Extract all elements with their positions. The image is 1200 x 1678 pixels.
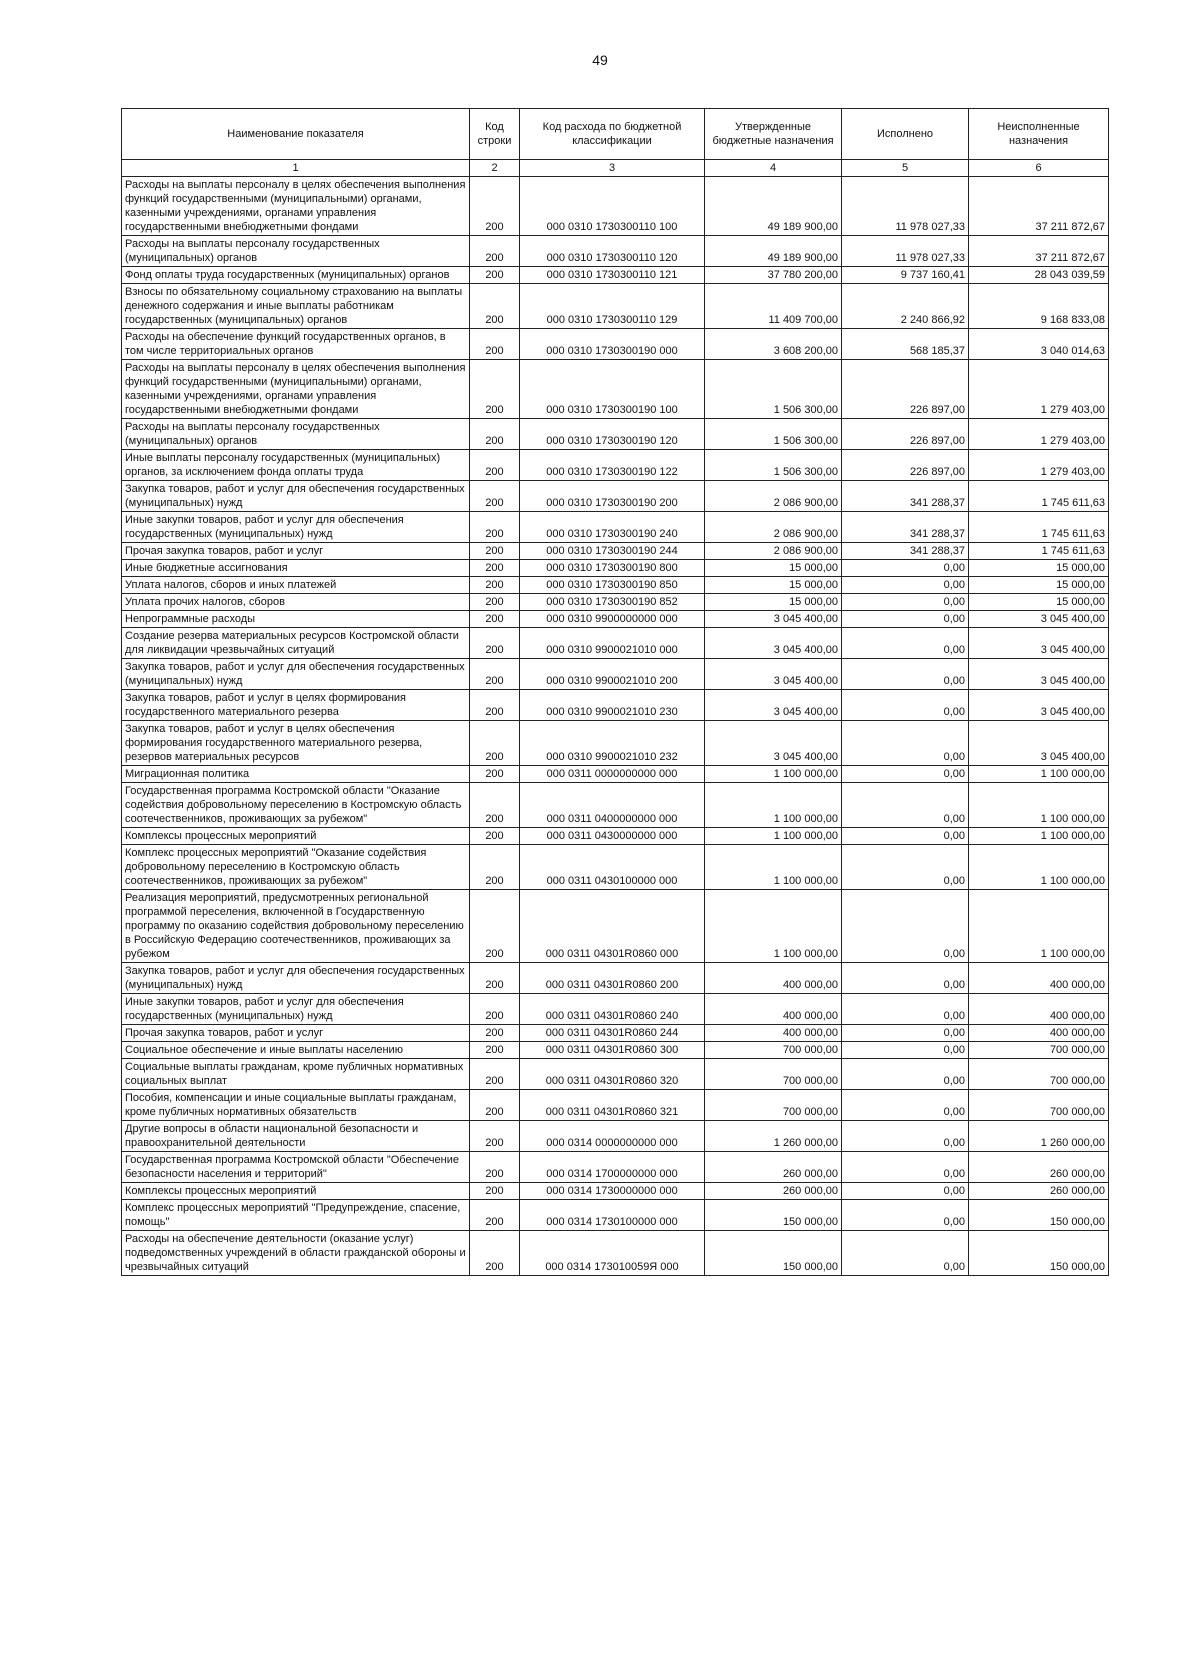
row-unexecuted: 15 000,00: [969, 560, 1109, 577]
row-kbk: 000 0310 9900000000 000: [520, 611, 705, 628]
row-unexecuted: 1 279 403,00: [969, 419, 1109, 450]
row-kbk: 000 0310 1730300190 244: [520, 543, 705, 560]
row-kbk: 000 0310 9900021010 230: [520, 690, 705, 721]
row-executed: 0,00: [842, 594, 969, 611]
row-unexecuted: 15 000,00: [969, 577, 1109, 594]
row-executed: 341 288,37: [842, 481, 969, 512]
row-code: 200: [470, 766, 520, 783]
row-code: 200: [470, 659, 520, 690]
row-code: 200: [470, 450, 520, 481]
row-kbk: 000 0311 04301R0860 320: [520, 1059, 705, 1090]
row-approved: 49 189 900,00: [705, 177, 842, 236]
table-row: [122, 828, 1109, 845]
row-kbk: 000 0310 9900021010 232: [520, 721, 705, 766]
row-unexecuted: 3 045 400,00: [969, 690, 1109, 721]
row-unexecuted: 1 745 611,63: [969, 512, 1109, 543]
row-kbk: 000 0311 0400000000 000: [520, 783, 705, 828]
row-code: 200: [470, 994, 520, 1025]
row-unexecuted: 3 045 400,00: [969, 628, 1109, 659]
row-name: Другие вопросы в области национальной безопасности и правоохранительной деятельности: [122, 1121, 470, 1152]
row-unexecuted: 1 100 000,00: [969, 766, 1109, 783]
row-kbk: 000 0310 1730300190 850: [520, 577, 705, 594]
header-unexecuted: Неисполненные назначения: [969, 109, 1109, 160]
row-executed: 0,00: [842, 994, 969, 1025]
table-row: [122, 1183, 1109, 1200]
row-name: Иные закупки товаров, работ и услуг для обеспечения государственных (муниципальных) нужд: [122, 994, 470, 1025]
row-code: 200: [470, 284, 520, 329]
row-name: Расходы на выплаты персоналу государственных (муниципальных) органов: [122, 236, 470, 267]
row-executed: 226 897,00: [842, 360, 969, 419]
row-executed: 0,00: [842, 1183, 969, 1200]
table-row: [122, 766, 1109, 783]
row-name: Комплекс процессных мероприятий "Предупреждение, спасение, помощь": [122, 1200, 470, 1231]
row-code: 200: [470, 1121, 520, 1152]
header-name: Наименование показателя: [122, 109, 470, 160]
row-name: Комплексы процессных мероприятий: [122, 828, 470, 845]
column-number: 1: [122, 160, 470, 177]
row-code: 200: [470, 628, 520, 659]
row-code: 200: [470, 1042, 520, 1059]
row-name: Расходы на обеспечение деятельности (оказание услуг) подведомственных учреждений в области гражданской обороны и чрезвычайных ситуаций: [122, 1231, 470, 1276]
row-kbk: 000 0310 1730300190 100: [520, 360, 705, 419]
row-executed: 0,00: [842, 890, 969, 963]
row-approved: 700 000,00: [705, 1059, 842, 1090]
row-kbk: 000 0311 0430000000 000: [520, 828, 705, 845]
row-unexecuted: 1 745 611,63: [969, 481, 1109, 512]
row-unexecuted: 1 279 403,00: [969, 360, 1109, 419]
row-unexecuted: 37 211 872,67: [969, 177, 1109, 236]
row-code: 200: [470, 543, 520, 560]
table-row: [122, 1200, 1109, 1231]
row-unexecuted: 150 000,00: [969, 1231, 1109, 1276]
row-unexecuted: 260 000,00: [969, 1183, 1109, 1200]
row-name: Комплексы процессных мероприятий: [122, 1183, 470, 1200]
row-kbk: 000 0310 1730300190 120: [520, 419, 705, 450]
row-name: Взносы по обязательному социальному страхованию на выплаты денежного содержания и иные выплаты работникам государственных (муниципальных) органов: [122, 284, 470, 329]
row-code: 200: [470, 329, 520, 360]
row-kbk: 000 0311 04301R0860 244: [520, 1025, 705, 1042]
row-unexecuted: 3 045 400,00: [969, 611, 1109, 628]
row-executed: 11 978 027,33: [842, 236, 969, 267]
row-kbk: 000 0310 1730300190 122: [520, 450, 705, 481]
row-approved: 3 045 400,00: [705, 721, 842, 766]
row-approved: 49 189 900,00: [705, 236, 842, 267]
row-kbk: 000 0311 04301R0860 321: [520, 1090, 705, 1121]
row-name: Миграционная политика: [122, 766, 470, 783]
row-name: Государственная программа Костромской области "Обеспечение безопасности населения и территорий": [122, 1152, 470, 1183]
row-code: 200: [470, 1231, 520, 1276]
row-executed: 0,00: [842, 1200, 969, 1231]
table-row: [122, 450, 1109, 481]
row-approved: 1 100 000,00: [705, 845, 842, 890]
row-approved: 260 000,00: [705, 1183, 842, 1200]
table-row: [122, 963, 1109, 994]
row-unexecuted: 150 000,00: [969, 1200, 1109, 1231]
row-kbk: 000 0311 04301R0860 000: [520, 890, 705, 963]
row-executed: 11 978 027,33: [842, 177, 969, 236]
table-row: [122, 1059, 1109, 1090]
row-kbk: 000 0314 173010059Я 000: [520, 1231, 705, 1276]
table-row: [122, 577, 1109, 594]
row-name: Создание резерва материальных ресурсов Костромской области для ликвидации чрезвычайных ситуаций: [122, 628, 470, 659]
row-approved: 1 100 000,00: [705, 783, 842, 828]
table-row: [122, 329, 1109, 360]
table-body: [122, 177, 1109, 1276]
row-code: 200: [470, 594, 520, 611]
row-approved: 1 100 000,00: [705, 766, 842, 783]
row-unexecuted: 15 000,00: [969, 594, 1109, 611]
row-approved: 1 100 000,00: [705, 828, 842, 845]
row-code: 200: [470, 560, 520, 577]
row-code: 200: [470, 236, 520, 267]
row-approved: 3 045 400,00: [705, 628, 842, 659]
row-kbk: 000 0310 1730300110 120: [520, 236, 705, 267]
row-approved: 260 000,00: [705, 1152, 842, 1183]
row-executed: 9 737 160,41: [842, 267, 969, 284]
table-row: [122, 267, 1109, 284]
table-row: [122, 1231, 1109, 1276]
table-row: [122, 845, 1109, 890]
row-unexecuted: 37 211 872,67: [969, 236, 1109, 267]
row-code: 200: [470, 512, 520, 543]
row-kbk: 000 0310 9900021010 200: [520, 659, 705, 690]
row-kbk: 000 0314 1730000000 000: [520, 1183, 705, 1200]
row-executed: 0,00: [842, 611, 969, 628]
row-approved: 3 608 200,00: [705, 329, 842, 360]
row-name: Иные выплаты персоналу государственных (муниципальных) органов, за исключением фонда оплаты труда: [122, 450, 470, 481]
row-approved: 2 086 900,00: [705, 481, 842, 512]
table-row: [122, 1152, 1109, 1183]
row-unexecuted: 400 000,00: [969, 963, 1109, 994]
row-kbk: 000 0314 1730100000 000: [520, 1200, 705, 1231]
row-code: 200: [470, 1183, 520, 1200]
row-name: Закупка товаров, работ и услуг в целях формирования государственного материального резерва: [122, 690, 470, 721]
table-row: [122, 284, 1109, 329]
row-approved: 15 000,00: [705, 577, 842, 594]
row-executed: 0,00: [842, 1025, 969, 1042]
row-approved: 37 780 200,00: [705, 267, 842, 284]
row-executed: 341 288,37: [842, 543, 969, 560]
row-name: Закупка товаров, работ и услуг в целях обеспечения формирования государственного материального резерва, резервов материальных ресурсов: [122, 721, 470, 766]
row-executed: 0,00: [842, 766, 969, 783]
row-approved: 2 086 900,00: [705, 512, 842, 543]
table-row: [122, 1025, 1109, 1042]
row-unexecuted: 700 000,00: [969, 1059, 1109, 1090]
row-executed: 0,00: [842, 721, 969, 766]
table-row: [122, 1042, 1109, 1059]
row-unexecuted: 1 100 000,00: [969, 845, 1109, 890]
row-executed: 0,00: [842, 690, 969, 721]
row-kbk: 000 0311 04301R0860 300: [520, 1042, 705, 1059]
header-executed: Исполнено: [842, 109, 969, 160]
row-kbk: 000 0310 1730300110 100: [520, 177, 705, 236]
row-name: Пособия, компенсации и иные социальные выплаты гражданам, кроме публичных нормативных обязательств: [122, 1090, 470, 1121]
row-approved: 1 506 300,00: [705, 360, 842, 419]
row-executed: 0,00: [842, 628, 969, 659]
table-row: [122, 419, 1109, 450]
row-name: Прочая закупка товаров, работ и услуг: [122, 543, 470, 560]
header-approved: Утвержденные бюджетные назначения: [705, 109, 842, 160]
row-approved: 15 000,00: [705, 594, 842, 611]
row-unexecuted: 1 260 000,00: [969, 1121, 1109, 1152]
row-code: 200: [470, 360, 520, 419]
row-executed: 0,00: [842, 577, 969, 594]
table-row: [122, 560, 1109, 577]
row-unexecuted: 28 043 039,59: [969, 267, 1109, 284]
row-kbk: 000 0310 1730300190 852: [520, 594, 705, 611]
table-row: [122, 611, 1109, 628]
row-code: 200: [470, 1200, 520, 1231]
row-code: 200: [470, 721, 520, 766]
table-row: [122, 543, 1109, 560]
row-unexecuted: 700 000,00: [969, 1090, 1109, 1121]
table-row: [122, 594, 1109, 611]
row-name: Расходы на обеспечение функций государственных органов, в том числе территориальных органов: [122, 329, 470, 360]
row-executed: 2 240 866,92: [842, 284, 969, 329]
row-kbk: 000 0314 1700000000 000: [520, 1152, 705, 1183]
row-unexecuted: 1 745 611,63: [969, 543, 1109, 560]
row-executed: 568 185,37: [842, 329, 969, 360]
row-code: 200: [470, 177, 520, 236]
row-name: Закупка товаров, работ и услуг для обеспечения государственных (муниципальных) нужд: [122, 659, 470, 690]
row-executed: 0,00: [842, 1121, 969, 1152]
row-code: 200: [470, 890, 520, 963]
row-kbk: 000 0310 1730300110 121: [520, 267, 705, 284]
table-row: [122, 1121, 1109, 1152]
header-kbk: Код расхода по бюджетной классификации: [520, 109, 705, 160]
row-executed: 0,00: [842, 1059, 969, 1090]
row-code: 200: [470, 1152, 520, 1183]
row-executed: 0,00: [842, 1042, 969, 1059]
row-executed: 0,00: [842, 783, 969, 828]
row-name: Фонд оплаты труда государственных (муниципальных) органов: [122, 267, 470, 284]
budget-execution-table: [121, 108, 1109, 1276]
row-code: 200: [470, 783, 520, 828]
row-kbk: 000 0310 1730300190 800: [520, 560, 705, 577]
table-row: [122, 236, 1109, 267]
table-row: [122, 1090, 1109, 1121]
row-unexecuted: 700 000,00: [969, 1042, 1109, 1059]
row-code: 200: [470, 828, 520, 845]
row-code: 200: [470, 1059, 520, 1090]
row-approved: 1 506 300,00: [705, 450, 842, 481]
row-approved: 400 000,00: [705, 994, 842, 1025]
row-approved: 700 000,00: [705, 1090, 842, 1121]
row-kbk: 000 0310 1730300190 000: [520, 329, 705, 360]
row-approved: 2 086 900,00: [705, 543, 842, 560]
row-name: Расходы на выплаты персоналу государственных (муниципальных) органов: [122, 419, 470, 450]
row-kbk: 000 0310 1730300110 129: [520, 284, 705, 329]
table-header: [122, 109, 1109, 177]
table-row: [122, 177, 1109, 236]
row-executed: 0,00: [842, 1152, 969, 1183]
row-name: Уплата налогов, сборов и иных платежей: [122, 577, 470, 594]
row-name: Прочая закупка товаров, работ и услуг: [122, 1025, 470, 1042]
row-approved: 11 409 700,00: [705, 284, 842, 329]
row-executed: 0,00: [842, 659, 969, 690]
row-code: 200: [470, 1090, 520, 1121]
row-executed: 0,00: [842, 560, 969, 577]
row-unexecuted: 1 279 403,00: [969, 450, 1109, 481]
row-executed: 0,00: [842, 963, 969, 994]
row-unexecuted: 1 100 000,00: [969, 890, 1109, 963]
row-name: Комплекс процессных мероприятий "Оказание содействия добровольному переселению в Костромскую область соотечественников, проживающих за рубежом": [122, 845, 470, 890]
column-number: 2: [470, 160, 520, 177]
row-name: Иные закупки товаров, работ и услуг для обеспечения государственных (муниципальных) нужд: [122, 512, 470, 543]
row-code: 200: [470, 690, 520, 721]
row-name: Закупка товаров, работ и услуг для обеспечения государственных (муниципальных) нужд: [122, 481, 470, 512]
row-unexecuted: 1 100 000,00: [969, 828, 1109, 845]
row-unexecuted: 1 100 000,00: [969, 783, 1109, 828]
column-number: 3: [520, 160, 705, 177]
row-executed: 341 288,37: [842, 512, 969, 543]
header-code: Код строки: [470, 109, 520, 160]
table-row: [122, 890, 1109, 963]
row-kbk: 000 0310 1730300190 240: [520, 512, 705, 543]
row-kbk: 000 0311 0000000000 000: [520, 766, 705, 783]
row-kbk: 000 0311 0430100000 000: [520, 845, 705, 890]
row-unexecuted: 260 000,00: [969, 1152, 1109, 1183]
column-number: 4: [705, 160, 842, 177]
row-name: Закупка товаров, работ и услуг для обеспечения государственных (муниципальных) нужд: [122, 963, 470, 994]
row-unexecuted: 400 000,00: [969, 994, 1109, 1025]
row-approved: 400 000,00: [705, 1025, 842, 1042]
row-approved: 3 045 400,00: [705, 690, 842, 721]
table-row: [122, 628, 1109, 659]
row-approved: 1 100 000,00: [705, 890, 842, 963]
row-approved: 1 506 300,00: [705, 419, 842, 450]
table-row: [122, 721, 1109, 766]
row-approved: 150 000,00: [705, 1231, 842, 1276]
table-row: [122, 994, 1109, 1025]
row-approved: 3 045 400,00: [705, 659, 842, 690]
row-code: 200: [470, 267, 520, 284]
row-name: Непрограммные расходы: [122, 611, 470, 628]
table-row: [122, 783, 1109, 828]
row-executed: 226 897,00: [842, 419, 969, 450]
row-executed: 0,00: [842, 1090, 969, 1121]
row-unexecuted: 9 168 833,08: [969, 284, 1109, 329]
page-number: 49: [592, 52, 608, 68]
row-kbk: 000 0310 1730300190 200: [520, 481, 705, 512]
row-code: 200: [470, 963, 520, 994]
table-row: [122, 659, 1109, 690]
row-executed: 0,00: [842, 1231, 969, 1276]
row-unexecuted: 3 040 014,63: [969, 329, 1109, 360]
row-approved: 3 045 400,00: [705, 611, 842, 628]
row-kbk: 000 0311 04301R0860 240: [520, 994, 705, 1025]
column-number: 6: [969, 160, 1109, 177]
row-name: Социальное обеспечение и иные выплаты населению: [122, 1042, 470, 1059]
row-approved: 1 260 000,00: [705, 1121, 842, 1152]
row-name: Расходы на выплаты персоналу в целях обеспечения выполнения функций государственными (муниципальными) органами, казенными учреждениями, органами управления государственными внебюджетными фондами: [122, 360, 470, 419]
row-kbk: 000 0311 04301R0860 200: [520, 963, 705, 994]
row-approved: 15 000,00: [705, 560, 842, 577]
row-approved: 400 000,00: [705, 963, 842, 994]
table-row: [122, 690, 1109, 721]
row-executed: 0,00: [842, 845, 969, 890]
table-row: [122, 481, 1109, 512]
column-number: 5: [842, 160, 969, 177]
row-code: 200: [470, 481, 520, 512]
row-executed: 226 897,00: [842, 450, 969, 481]
row-name: Государственная программа Костромской области "Оказание содействия добровольному переселению в Костромскую область соотечественников, проживающих за рубежом": [122, 783, 470, 828]
row-name: Реализация мероприятий, предусмотренных региональной программой переселения, включенной в Государственную программу по оказанию содействия добровольному переселению в Российскую Федерацию соотечественников, проживающих за рубежом: [122, 890, 470, 963]
row-name: Социальные выплаты гражданам, кроме публичных нормативных социальных выплат: [122, 1059, 470, 1090]
row-code: 200: [470, 1025, 520, 1042]
row-unexecuted: 3 045 400,00: [969, 659, 1109, 690]
row-name: Уплата прочих налогов, сборов: [122, 594, 470, 611]
table-row: [122, 512, 1109, 543]
row-approved: 150 000,00: [705, 1200, 842, 1231]
row-code: 200: [470, 577, 520, 594]
row-kbk: 000 0314 0000000000 000: [520, 1121, 705, 1152]
row-approved: 700 000,00: [705, 1042, 842, 1059]
row-executed: 0,00: [842, 828, 969, 845]
row-kbk: 000 0310 9900021010 000: [520, 628, 705, 659]
row-unexecuted: 400 000,00: [969, 1025, 1109, 1042]
row-name: Расходы на выплаты персоналу в целях обеспечения выполнения функций государственными (муниципальными) органами, казенными учреждениями, органами управления государственными внебюджетными фондами: [122, 177, 470, 236]
row-code: 200: [470, 611, 520, 628]
row-unexecuted: 3 045 400,00: [969, 721, 1109, 766]
row-code: 200: [470, 845, 520, 890]
row-name: Иные бюджетные ассигнования: [122, 560, 470, 577]
row-code: 200: [470, 419, 520, 450]
table-row: [122, 360, 1109, 419]
